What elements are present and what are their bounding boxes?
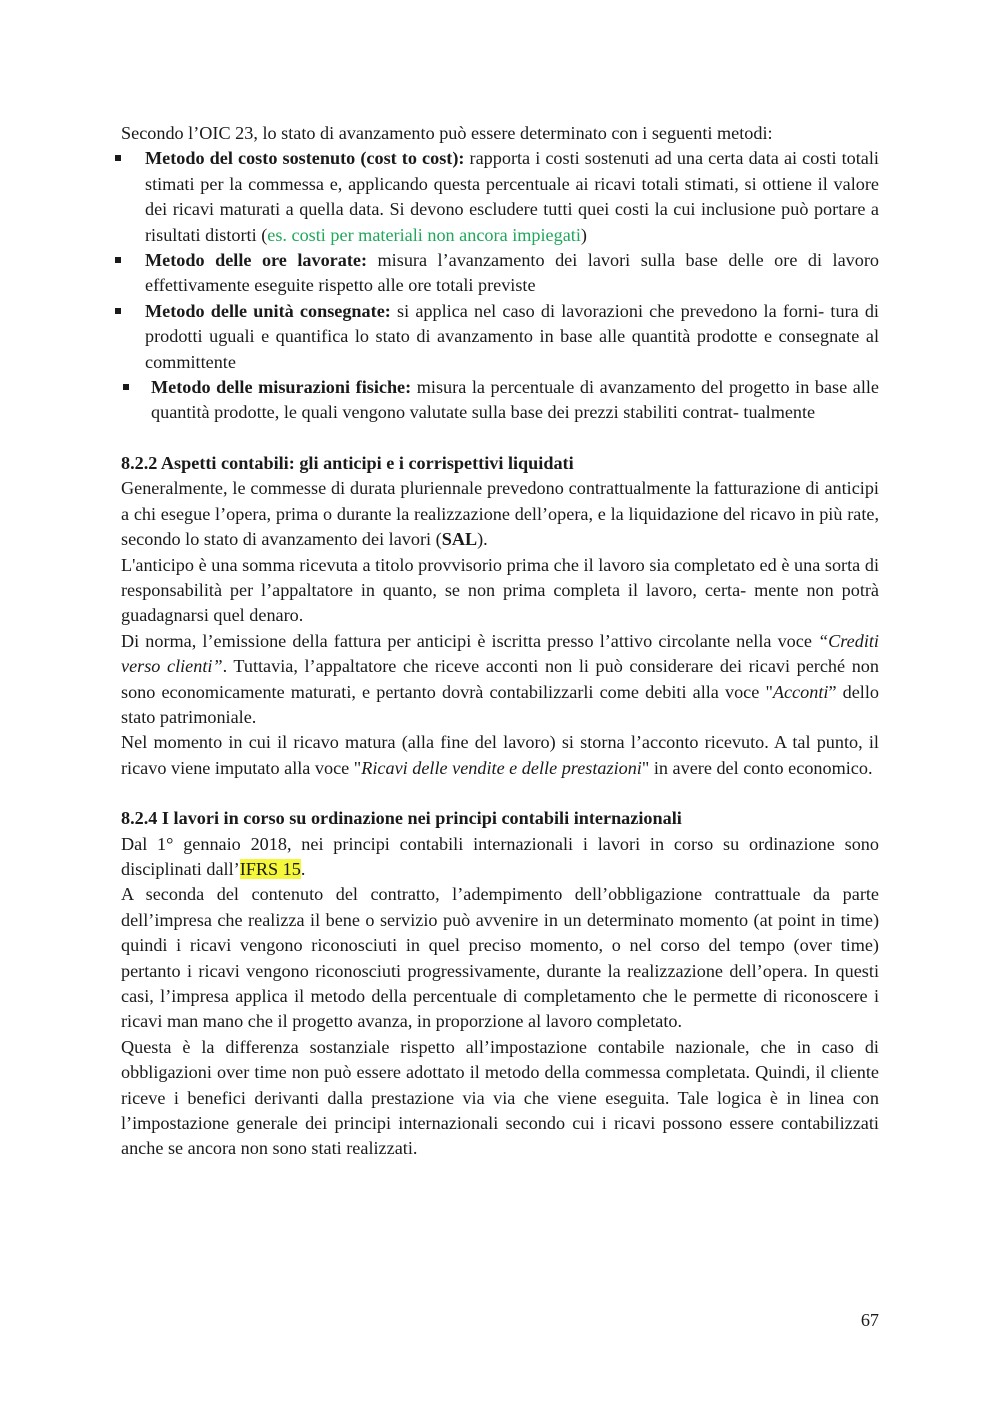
method-text: si applica nel caso di lavorazioni che prevedono la forni- tura di prodotti uguali e quantifica lo stato di avanzamento in base alle quantità prodotte e consegnate al committente [145, 300, 879, 372]
section-heading: 8.2.2 Aspetti contabili: gli anticipi e i corrispettivi liquidati [121, 452, 574, 473]
method-title: Metodo delle misurazioni fisiche: [151, 377, 412, 398]
spacer [121, 426, 879, 451]
paragraph-text: . Tuttavia, l’appaltatore che riceve acconti non li può considerare dei ricavi perché non sono economicamente maturati, e pertanto dovrà contabilizzarli come debiti alla voce " [121, 656, 879, 702]
highlighted-term: IFRS 15 [239, 858, 301, 879]
method-note: es. costi per materiali non ancora impiegati [267, 224, 581, 245]
intro-paragraph: Secondo l’OIC 23, lo stato di avanzamento può essere determinato con i seguenti metodi: [121, 123, 773, 143]
method-text: misura l’avanzamento dei lavori sulla base delle ore di lavoro effettivamente eseguite rispetto alle ore totali previste [145, 250, 879, 296]
list-item [121, 299, 879, 375]
method-title: Metodo delle ore lavorate: [145, 250, 368, 271]
document-page [121, 121, 879, 1162]
square-bullet-icon [115, 155, 121, 161]
method-text: rapporta i costi sostenuti ad una certa data ai costi totali stimati per la commessa e, applicando questa percentuale ai ricavi totali stimati, si ottiene il valore dei ricavi maturati a quella data. Si devono escludere tutti quei costi la cui inclusione può portare a risultati distorti ( [145, 148, 879, 245]
paragraph [121, 730, 879, 781]
square-bullet-icon [115, 308, 121, 314]
paragraph-text: ” dello stato patrimoniale. [121, 681, 879, 727]
methods-list [121, 146, 879, 425]
method-title: Metodo del costo sostenuto (cost to cost): [145, 148, 465, 169]
square-bullet-icon [115, 257, 121, 263]
paragraph-text: ). [477, 529, 488, 550]
paragraph-text: Nel momento in cui il ricavo matura (alla fine del lavoro) si storna l’acconto ricevuto. A tal punto, il ricavo viene imputato alla voce " [121, 732, 879, 778]
square-bullet-icon [123, 384, 129, 390]
paragraph-text: " in avere del conto economico. [641, 757, 873, 778]
paragraph: Questa è la differenza sostanziale rispetto all’impostazione contabile nazionale, che in caso di obbligazioni over time non può essere adottato il metodo della commessa completata. Quindi, il cliente riceve i benefici derivanti dalla prestazione via via che viene eseguita. Tale logica è in linea con l’impostazione generale dei principi internazionali secondo cui i ricavi possono essere contabilizzati anche se ancora non sono stati realizzati. [121, 1036, 879, 1159]
section-heading: 8.2.4 I lavori in corso su ordinazione nei principi contabili internazionali [121, 808, 682, 829]
paragraph-text: Generalmente, le commesse di durata pluriennale prevedono contrattualmente la fatturazione di anticipi a chi esegue l’opera, prima o durante la realizzazione dell’opera, e la liquidazione del ricavo in più rate, secondo lo stato di avanzamento dei lavori ( [121, 478, 879, 550]
paragraph: L'anticipo è una somma ricevuta a titolo provvisorio prima che il lavoro sia completato ed è una sorta di responsabilità per l’appaltatore in quanto, se non prima completa il lavoro, certa- mente non potrà guadagnarsi quel denaro. [121, 554, 879, 626]
paragraph [121, 476, 879, 552]
paragraph: A seconda del contenuto del contratto, l’adempimento dell’obbligazione contrattuale da parte dell’impresa che realizza il bene o servizio può avvenire in un determinato momento (at point in time) quindi i ricavi vengono riconosciuti in quel preciso momento, o nel corso del tempo (over time) pertanto i ricavi vengono riconosciuti progressivamente, durante la realizzazione dell’opera. In questi casi, l’impresa applica il metodo della percentuale di completamento che le permette di riconoscere i ricavi man mano che il progetto avanza, in proporzione al lavoro completato. [121, 884, 879, 1032]
italic-term: Ricavi delle vendite e delle prestazioni [361, 757, 642, 778]
list-item [121, 146, 879, 248]
method-text: misura la percentuale di avanzamento del progetto in base alle quantità prodotte, le quali vengono valutate sulla base dei prezzi stabiliti contrat- tualmente [151, 377, 879, 423]
method-title: Metodo delle unità consegnate: [145, 300, 391, 321]
method-text-end: ) [580, 224, 587, 245]
paragraph-text: Dal 1° gennaio 2018, nei principi contabili internazionali i lavori in corso su ordinazione sono disciplinati dall’ [121, 833, 879, 879]
paragraph-text: Di norma, l’emissione della fattura per anticipi è iscritta presso l’attivo circolante nella voce [121, 630, 819, 651]
spacer [121, 781, 879, 806]
paragraph [121, 832, 879, 883]
list-item [121, 248, 879, 299]
sal-abbreviation: SAL [441, 529, 478, 550]
paragraph [121, 629, 879, 731]
paragraph-text: . [300, 858, 306, 879]
page-number: 67 [860, 1310, 879, 1330]
list-item [121, 375, 879, 426]
italic-term: “Crediti verso clienti” [121, 630, 879, 677]
italic-term: Acconti [772, 681, 829, 702]
